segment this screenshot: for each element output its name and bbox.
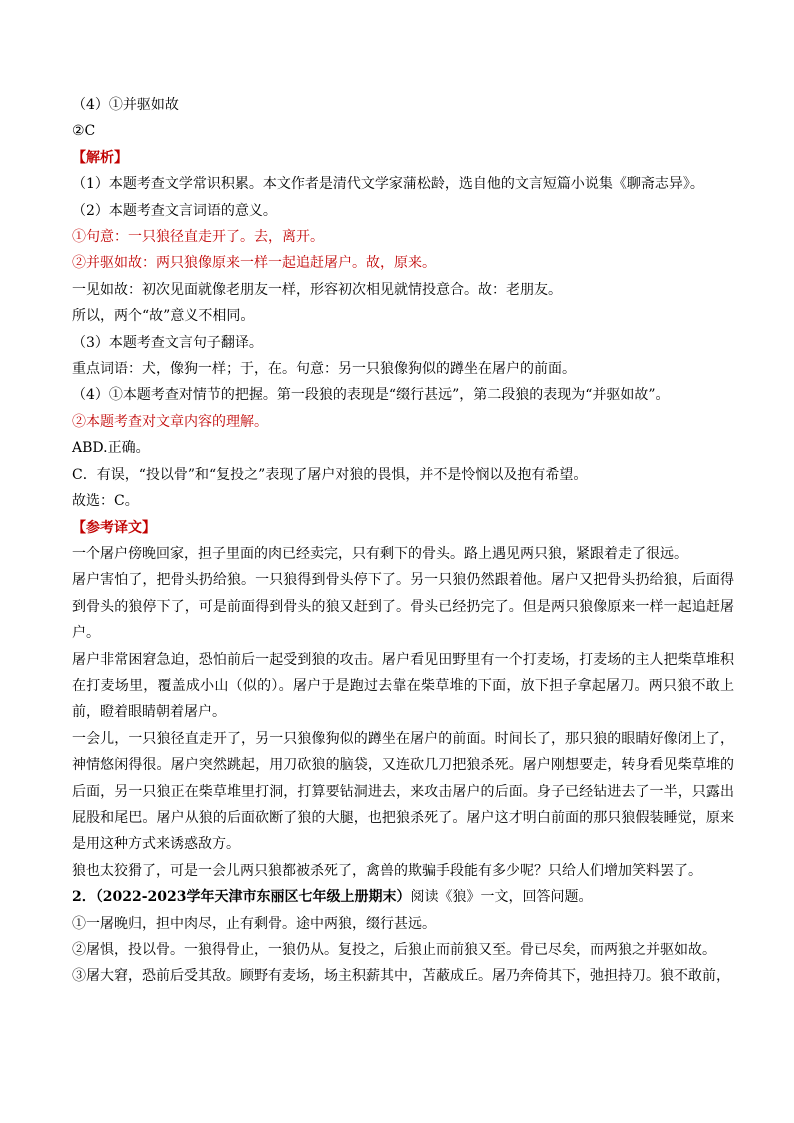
translation-para-2: 屠户害怕了，把骨头扔给狼。一只狼得到骨头停下了。另一只狼仍然跟着他。屠户又把骨头扔给狼，后面得到骨头的狼停下了，可是前面得到骨头的狼又赶到了。骨头已经扔完了。但是两只狼像原来一样一起追赶屠户。 xyxy=(72,572,734,642)
translation-para-3: 屠户非常困窘急迫，恐怕前后一起受到狼的攻击。屠户看见田野里有一个打麦场，打麦场的主人把柴草堆积在打麦场里，覆盖成小山（似的）。屠户于是跑过去靠在柴草堆的下面，放下担子拿起屠刀。两只狼不敢上前，瞪着眼睛朝着屠户。 xyxy=(72,651,734,721)
analysis-header: 【解析】 xyxy=(72,149,128,166)
question-number: 2． xyxy=(72,889,96,906)
passage-para-3: ③屠大窘，恐前后受其敌。顾野有麦场，场主积薪其中，苫蔽成丘。屠乃奔倚其下，弛担持刀。狼不敢前， xyxy=(72,968,730,985)
analysis-2: （2）本题考查文言词语的意义。 xyxy=(72,202,277,219)
answer-4-1: （4）①并驱如故 xyxy=(72,97,179,113)
passage-para-1: ①一屠晚归，担中肉尽，止有剩骨。途中两狼，缀行甚远。 xyxy=(72,915,436,932)
translation-para-4: 一会儿，一只狼径直走开了，另一只狼像狗似的蹲坐在屠户的前面。时间长了，那只狼的眼睛好像闭上了，神情悠闲得很。屠户突然跳起，用刀砍狼的脑袋，又连砍几刀把狼杀死。屠户刚想要走，转身看见柴草堆的后面，另一只狼正在柴草堆里打洞，打算要钻洞进去，来攻击屠户的后面。身子已经钻进去了一半，只露出屁股和尾巴。屠户从狼的后面砍断了狼的大腿，也把狼杀死了。屠户这才明白前面的那只狼假装睡觉，原来是用这种方式来诱惑敌方。 xyxy=(72,730,734,853)
translation-para-5: 狼也太狡猾了，可是一会儿两只狼都被杀死了，禽兽的欺骗手段能有多少呢？只给人们增加笑料罢了。 xyxy=(72,862,702,879)
analysis-2-3: 一见如故：初次见面就像老朋友一样，形容初次相见就情投意合。故：老朋友。 xyxy=(72,281,562,298)
question-text: 阅读《狼》一文，回答问题。 xyxy=(410,889,593,906)
analysis-4-3: ABD.正确。 xyxy=(72,440,150,457)
analysis-2-1: ①句意：一只狼径直走开了。去，离开。 xyxy=(72,229,324,246)
analysis-3: （3）本题考查文言句子翻译。 xyxy=(72,334,263,351)
analysis-4: （4）①本题考查对情节的把握。第一段狼的表现是“缀行甚远”，第二段狼的表现为“并驱如故”。 xyxy=(72,387,670,404)
analysis-4-5: 故选：C。 xyxy=(72,493,139,510)
analysis-4-4: C．有误，“投以骨”和“复投之”表现了屠户对狼的畏惧，并不是怜悯以及抱有希望。 xyxy=(72,466,588,483)
passage-para-2: ②屠惧，投以骨。一狼得骨止，一狼仍从。复投之，后狼止而前狼又至。骨已尽矣，而两狼之并驱如故。 xyxy=(72,942,716,958)
translation-header: 【参考译文】 xyxy=(72,519,156,536)
analysis-2-2: ②并驱如故：两只狼像原来一样一起追赶屠户。故，原来。 xyxy=(72,255,436,272)
translation-para-1: 一个屠户傍晚回家，担子里面的肉已经卖完，只有剩下的骨头。路上遇见两只狼，紧跟着走了很远。 xyxy=(72,545,688,562)
analysis-2-4: 所以，两个“故”意义不相同。 xyxy=(72,308,255,325)
analysis-3-1: 重点词语：犬，像狗一样；于，在。句意：另一只狼像狗似的蹲坐在屠户的前面。 xyxy=(72,361,576,378)
analysis-1: （1）本题考查文学常识积累。本文作者是清代文学家蒲松龄，选自他的文言短篇小说集《聊斋志异》。 xyxy=(72,176,704,193)
answer-4-2: ②C xyxy=(72,123,96,140)
question-2-heading xyxy=(72,884,734,910)
analysis-4-2: ②本题考查对文章内容的理解。 xyxy=(72,413,268,430)
question-source: （2022-2023学年天津市东丽区七年级上册期末） xyxy=(95,889,411,906)
